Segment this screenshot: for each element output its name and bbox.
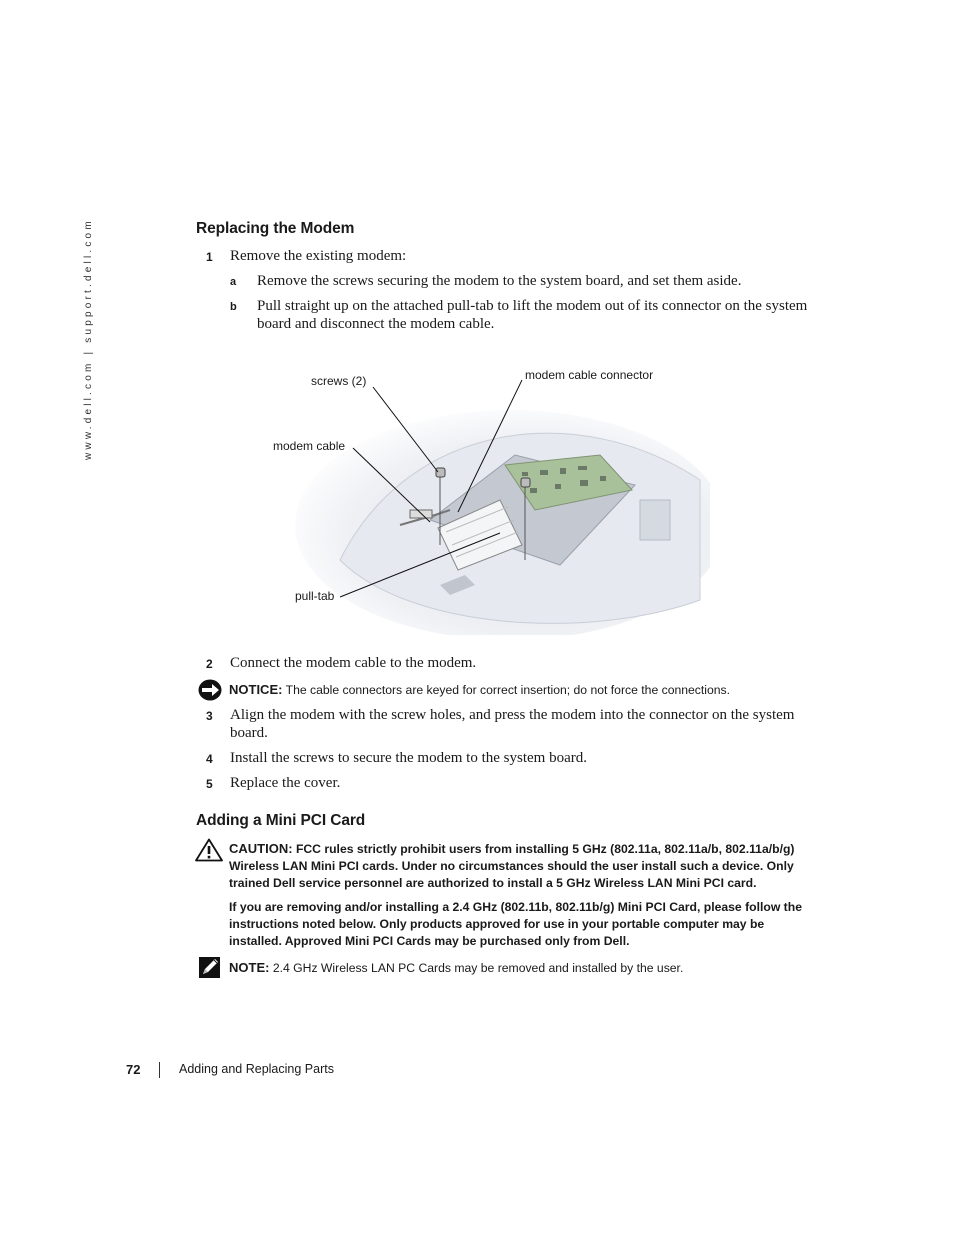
step-2-number: 2 xyxy=(206,657,213,671)
step-1a-letter: a xyxy=(230,276,237,288)
note-pencil-icon xyxy=(198,955,222,984)
step-1b-letter: b xyxy=(230,301,237,313)
notice-text: The cable connectors are keyed for correct insertion; do not force the connections. xyxy=(285,683,731,697)
caution-label: CAUTION: xyxy=(229,841,293,856)
step-2-text: Connect the modem cable to the modem. xyxy=(230,655,477,671)
step-5-text: Replace the cover. xyxy=(230,775,341,791)
callout-screws: screws (2) xyxy=(311,374,367,388)
modem-illustration xyxy=(260,360,710,635)
section-title-adding-mini-pci: Adding a Mini PCI Card xyxy=(196,812,366,829)
step-3-text: Align the modem with the screw holes, and press the modem into the connector on the system board. xyxy=(230,707,795,741)
callout-modem-cable-connector: modem cable connector xyxy=(525,368,654,382)
step-4-text: Install the screws to secure the modem to the system board. xyxy=(230,750,587,766)
side-url: www.dell.com | support.dell.com xyxy=(83,218,94,460)
step-1b-text: Pull straight up on the attached pull-tab to lift the modem out of its connector on the system board and disconnect the modem cable. xyxy=(257,298,808,332)
notice-icon xyxy=(198,679,222,706)
caution-icon xyxy=(195,838,223,867)
footer-separator xyxy=(159,1062,160,1078)
note-label: NOTE: xyxy=(229,960,270,975)
step-1-text: Remove the existing modem: xyxy=(230,248,407,264)
step-1-number: 1 xyxy=(206,250,213,264)
caution-paragraph-1 xyxy=(229,840,809,892)
page-number: 72 xyxy=(126,1062,141,1077)
step-5-number: 5 xyxy=(206,777,213,791)
step-4-number: 4 xyxy=(206,752,213,766)
caution-text-2: If you are removing and/or installing a 2.4 GHz (802.11b, 802.11b/g) Mini PCI Card, please follow the instructions noted below. Only products approved for use in your portable computer may be installed. Approved Mini PCI Cards may be purchased only from Dell. xyxy=(229,900,802,948)
callout-modem-cable: modem cable xyxy=(273,439,346,453)
note-text: 2.4 GHz Wireless LAN PC Cards may be removed and installed by the user. xyxy=(272,961,684,975)
caution-text-1: FCC rules strictly prohibit users from installing 5 GHz (802.11a, 802.11a/b, 802.11a/b/g) Wireless LAN Mini PCI cards. Under no circumstances should the user install such a device. Only trained Dell service personnel are authorized to install a 5 GHz Wireless LAN Mini PCI card. xyxy=(229,842,795,890)
note-text-block xyxy=(229,959,819,977)
footer-chapter-title: Adding and Replacing Parts xyxy=(179,1062,334,1076)
step-3-number: 3 xyxy=(206,709,213,723)
section-title-replacing-modem: Replacing the Modem xyxy=(196,220,355,237)
notice-label: NOTICE: xyxy=(229,682,283,697)
callout-pull-tab: pull-tab xyxy=(295,589,335,603)
step-1a-text: Remove the screws securing the modem to the system board, and set them aside. xyxy=(257,273,742,289)
notice-text-block xyxy=(229,681,819,699)
